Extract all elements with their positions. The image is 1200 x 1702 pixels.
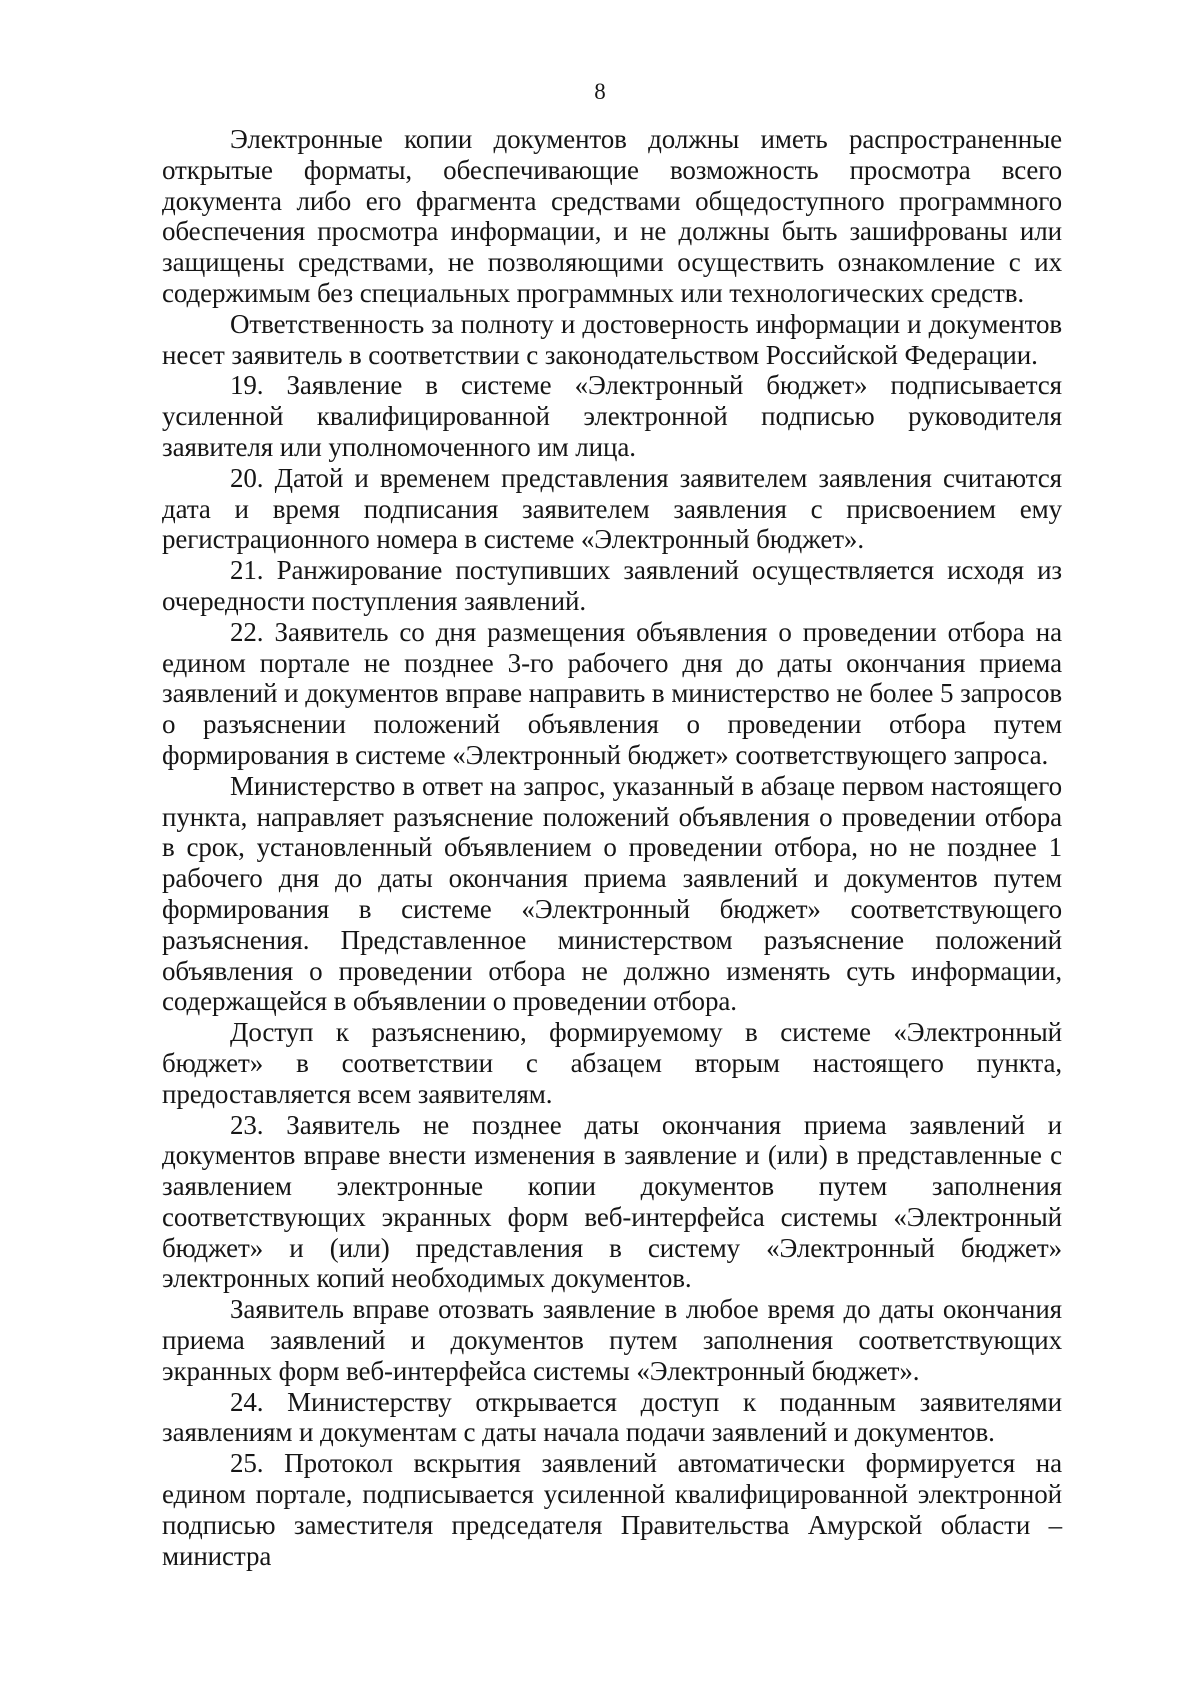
paragraph-item-21: 21. Ранжирование поступивших заявлений осуществляется исходя из очередности поступления заявлений. (162, 555, 1062, 616)
paragraph-application-withdrawal: Заявитель вправе отозвать заявление в любое время до даты окончания приема заявлений и документов путем заполнения соответствующих экранных форм веб-интерфейса системы «Электронный бюджет». (162, 1294, 1062, 1386)
paragraph-item-25: 25. Протокол вскрытия заявлений автоматически формируется на едином портале, подписывается усиленной квалифицированной электронной подписью заместителя председателя Правительства Амурской области – министра (162, 1448, 1062, 1571)
document-body (162, 124, 1062, 1571)
page-number: 8 (594, 79, 606, 104)
paragraph-clarification-access: Доступ к разъяснению, формируемому в системе «Электронный бюджет» в соответствии с абзацем вторым настоящего пункта, предоставляется всем заявителям. (162, 1017, 1062, 1109)
paragraph-ministry-clarification: Министерство в ответ на запрос, указанный в абзаце первом настоящего пункта, направляет разъяснение положений объявления о проведении отбора в срок, установленный объявлением о проведении отбора, но не позднее 1 рабочего дня до даты окончания приема заявлений и документов путем формирования в системе «Электронный бюджет» соответствующего разъяснения. Представленное министерством разъяснение положений объявления о проведении отбора не должно изменять суть информации, содержащейся в объявлении о проведении отбора. (162, 770, 1062, 1017)
paragraph-item-24: 24. Министерству открывается доступ к поданным заявителями заявлениям и документам с даты начала подачи заявлений и документов. (162, 1386, 1062, 1448)
paragraph-item-20: 20. Датой и временем представления заявителем заявления считаются дата и время подписания заявителем заявления с присвоением ему регистрационного номера в системе «Электронный бюджет». (162, 462, 1062, 555)
paragraph-item-19: 19. Заявление в системе «Электронный бюджет» подписывается усиленной квалифицированной электронной подписью руководителя заявителя или уполномоченного им лица. (162, 370, 1062, 462)
paragraph-item-23: 23. Заявитель не позднее даты окончания приема заявлений и документов вправе внести изменения в заявление и (или) в представленные с заявлением электронные копии документов путем заполнения соответствующих экранных форм веб-интерфейса системы «Электронный бюджет» и (или) представления в систему «Электронный бюджет» электронных копий необходимых документов. (162, 1109, 1062, 1294)
paragraph-applicant-responsibility: Ответственность за полноту и достоверность информации и документов несет заявитель в соответствии с законодательством Российской Федерации. (162, 308, 1062, 370)
paragraph-item-22: 22. Заявитель со дня размещения объявления о проведении отбора на едином портале не позднее 3-го рабочего дня до даты окончания приема заявлений и документов вправе направить в министерство не более 5 запросов о разъяснении положений объявления о проведении отбора путем формирования в системе «Электронный бюджет» соответствующего запроса. (162, 616, 1062, 770)
paragraph-electronic-copies-formats: Электронные копии документов должны иметь распространенные открытые форматы, обеспечивающие возможность просмотра всего документа либо его фрагмента средствами общедоступного программного обеспечения просмотра информации, и не должны быть зашифрованы или защищены средствами, не позволяющими осуществить ознакомление с их содержимым без специальных программных или технологических средств. (162, 124, 1062, 308)
